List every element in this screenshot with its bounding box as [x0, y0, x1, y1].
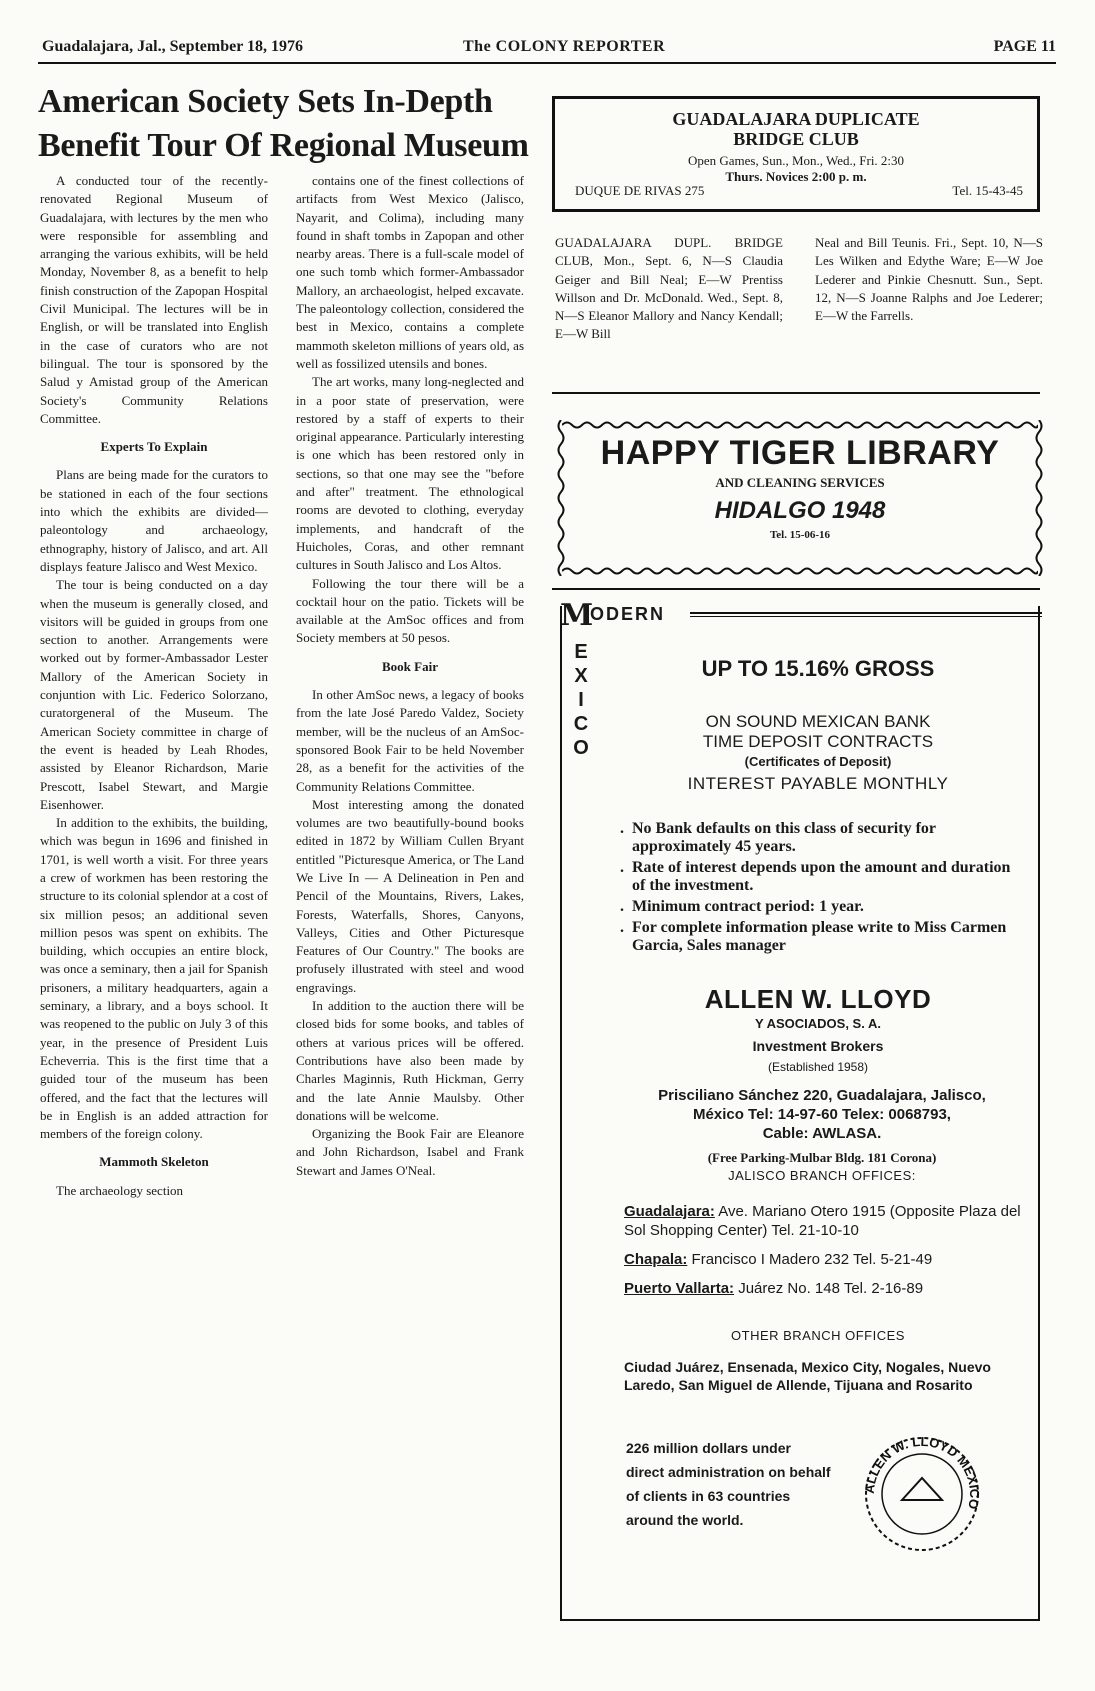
- paragraph: Following the tour there will be a cocktail hour on the patio. Tickets will be available at the AmSoc offices and from Society members at 50 pesos.: [296, 575, 524, 646]
- seal-text: ALLEN W. LLOYD MEXICO: [862, 1434, 982, 1511]
- paragraph: The art works, many long-neglected and in a poor state of preservation, were restored by a staff of experts to their original appearance. Particularly interesting is one which has been restored only in sections, so that one may see the "before and after" treatment. The ethnological rooms are devoted to clothing, everyday implements, and handcraft of the Huicholes, Coras, and other remnant cultures in South Jalisco and Los Altos.: [296, 374, 524, 573]
- clients-text: [626, 1436, 876, 1532]
- address-line-1: Prisciliano Sánchez 220, Guadalajara, Jalisco,: [658, 1087, 986, 1104]
- letter: O: [573, 737, 589, 759]
- branch-detail: Juárez No. 148 Tel. 2-16-89: [738, 1280, 924, 1297]
- modern-word: ODERN: [590, 604, 666, 624]
- branch-detail: Ave. Mariano Otero 1915 (Opposite Plaza del Sol Shopping Center) Tel. 21-10-10: [624, 1203, 1021, 1239]
- bridge-results-left: GUADALAJARA DUPL. BRIDGE CLUB, Mon., Sept. 6, N—S Claudia Geiger and Bill Neal; E—W Prentiss Willson and Dr. McDonald. Wed., Sept. 8, N—S Eleanor Mallory and Nancy Kendall; E—W Bill: [555, 235, 783, 342]
- interest-monthly: INTEREST PAYABLE MONTHLY: [687, 774, 949, 793]
- jalisco-branches-title: JALISCO BRANCH OFFICES:: [728, 1168, 916, 1183]
- svg-text:ALLEN W. LLOYD MEXICO: [862, 1434, 982, 1510]
- paragraph: Most interesting among the donated volumes are two beautifully-bound books edited in 1872 by William Cullen Bryant entitled "Picturesque America, or The Land We Live In — A Delineation in Pen and Pencil of the Mountains, Rivers, Lakes, Forests, Waterfalls, Shores, Canyons, Valleys, Cities and Other Picturesque Features of Our Country." The books are profusely illustrated with steel and wood engravings.: [296, 796, 524, 995]
- happy-tiger-ad: [562, 420, 1038, 576]
- sound-line-2: TIME DEPOSIT CONTRACTS: [702, 732, 934, 751]
- article-column-2: [296, 172, 524, 1180]
- wavy-border-icon: [1034, 420, 1044, 576]
- page-number: PAGE 11: [993, 38, 1056, 55]
- branch-item: [624, 1279, 1024, 1298]
- modern-header: [560, 598, 1040, 633]
- paragraph: In addition to the auction there will be closed bids for some books, and tables of others at various prices will be offered. Contributions have also been made by Charles Maginnis, Ruth Hickman, Gerry and the late Annie Maulsby. Other donations will be welcome.: [296, 998, 524, 1123]
- article-column-1: [40, 172, 268, 1200]
- sound-bank: [598, 712, 1038, 752]
- tiger-ad-title: HAPPY TIGER LIBRARY: [600, 434, 1000, 472]
- paragraph: The archaeology section: [56, 1182, 184, 1198]
- letter: E: [574, 641, 588, 663]
- wavy-border-icon: [562, 420, 1038, 430]
- sound-line-1: ON SOUND MEXICAN BANK: [705, 712, 931, 731]
- tiger-ad-tel: Tel. 15-06-16: [769, 529, 831, 541]
- branch-item: [624, 1202, 1024, 1240]
- company-name: ALLEN W. LLOYD: [704, 984, 932, 1014]
- other-branches: Ciudad Juárez, Ensenada, Mexico City, Nogales, Nuevo Laredo, San Miguel de Allende, Tijuana and Rosarito: [624, 1359, 991, 1393]
- bridge-results-right: Neal and Bill Teunis. Fri., Sept. 10, N—S Les Wilken and Edythe Ware; E—W Joe Lederer and Pinkie Chesnutt. Sun., Sept. 12, N—S Joanne Ralphs and Joe Lederer; E—W the Farrells.: [815, 235, 1043, 324]
- paragraph: contains one of the finest collections of artifacts from West Mexico (Jalisco, Nayarit, and Colima), including many found in shaft tombs in Zapopan and other nearby areas. There is a full-scale model of one such tomb which former-Ambassador Mallory, an archaeologist, helped excavate. The paleontology collection, considered the best in Mexico, contains a complete mammoth skeleton millions of years old, as well as fossilized utensils and bones.: [296, 173, 524, 371]
- subhead: Experts To Explain: [100, 439, 208, 455]
- dateline: Guadalajara, Jal., September 18, 1976: [42, 38, 304, 55]
- letter: I: [578, 689, 584, 711]
- bridge-ad-tel: Tel. 15-43-45: [952, 183, 1023, 198]
- bullet-list: [632, 820, 1012, 958]
- bridge-ad-title: GUADALAJARA DUPLICATE: [672, 109, 920, 129]
- bridge-club-ad: [552, 96, 1040, 212]
- paragraph: In addition to the exhibits, the building, which was begun in 1696 and finished in 1701, is well worth a visit. For three years a crew of workmen has been restoring the structure to its colonial splendor at a cost of six million pesos; an additional seven million pesos was spent on exhibits. The building, which occupies an entire block, was once a seminary, then a jail for Spanish prisoners, a military headquarters, again a seminary, a library, and a boys school. It was reopened to the public on July 3 of this year, in the presence of President Luis Echeverria. This is the first time that a guided tour of the museum has been offered, and the fact that the lectures will be in English is an added attraction for members of the foreign colony.: [40, 815, 268, 1142]
- clients-line: 226 million dollars under: [626, 1440, 791, 1456]
- modern-m-letter: M: [560, 598, 594, 633]
- wavy-border-icon: [562, 566, 1038, 576]
- other-branches-title: OTHER BRANCH OFFICES: [731, 1328, 905, 1343]
- cable: Cable: AWLASA.: [762, 1125, 882, 1142]
- investment-brokers: Investment Brokers: [752, 1038, 884, 1054]
- bridge-ad-games: Open Games, Sun., Mon., Wed., Fri. 2:30: [687, 153, 905, 168]
- branch-item: [624, 1250, 1024, 1269]
- clients-line: around the world.: [626, 1512, 744, 1528]
- company-address: [622, 1086, 1022, 1143]
- paragraph: A conducted tour of the recently-renovated Regional Museum of Guadalajara, with lectures by the men who were responsible for assembling and arranging the various exhibits, will be held Monday, November 8, as a benefit to help finish construction of the Zapopan Hospital Civil Municipal. The lectures will be in English, or will be translated into English in the case of curators who are not bilingual. The tour is sponsored by the Salud y Amistad group of the American Society's Community Relations Committee.: [40, 173, 268, 426]
- letter: C: [573, 713, 589, 735]
- list-item: . Rate of interest depends upon the amount and duration of the investment.: [632, 859, 1012, 895]
- paper-name: The COLONY REPORTER: [463, 38, 666, 55]
- lloyd-seal-icon: [862, 1434, 982, 1554]
- branch-city: Guadalajara:: [624, 1203, 715, 1220]
- list-item: . No Bank defaults on this class of security for approximately 45 years.: [632, 820, 1012, 856]
- paragraph: Organizing the Book Fair are Eleanore and John Richardson, Isabel and Frank Stewart and James O'Neal.: [296, 1126, 524, 1178]
- branch-city: Puerto Vallarta:: [624, 1280, 735, 1297]
- mexico-vertical: [572, 640, 590, 760]
- branch-detail: Francisco I Madero 232 Tel. 5-21-49: [691, 1251, 933, 1268]
- branch-city: Chapala:: [624, 1251, 688, 1268]
- certificates: (Certificates of Deposit): [744, 754, 892, 769]
- gross-rate: UP TO 15.16% GROSS: [701, 656, 935, 681]
- list-item: . For complete information please write to Miss Carmen Garcia, Sales manager: [632, 919, 1012, 955]
- subhead: Book Fair: [382, 658, 438, 674]
- paragraph: In other AmSoc news, a legacy of books from the late José Paredo Valdez, Society member, will be the nucleus of an AmSoc-sponsored Book Fair to be held November 28, as a benefit for the activities of the Community Relations Committee.: [296, 687, 524, 794]
- established: (Established 1958): [767, 1060, 869, 1074]
- company-sub: Y ASOCIADOS, S. A.: [755, 1016, 881, 1031]
- paragraph: The tour is being conducted on a day when the museum is generally closed, and visitors will be guided in groups from one section to another. Arrangements were worked out by former-Ambassador Lester Mallory of the American Society in conjuntion with Lic. Federico Solorzano, curatorgeneral of the Museum. The American Society committee in charge of the event is headed by Leah Rhodes, assisted by Eleanor Richardson, Marie Prescott, Isabel Stewart, and Margie Eisenhower.: [40, 577, 268, 812]
- clients-line: direct administration on behalf: [626, 1464, 831, 1480]
- divider: [552, 588, 1040, 590]
- tiger-ad-address: HIDALGO 1948: [714, 497, 886, 524]
- list-item: . Minimum contract period: 1 year.: [632, 898, 1012, 916]
- subhead: Mammoth Skeleton: [99, 1154, 209, 1170]
- letter: X: [574, 665, 588, 687]
- article-headline: American Society Sets In-Depth Benefit Tour Of Regional Museum: [38, 83, 529, 164]
- masthead: [38, 36, 1056, 64]
- tiger-ad-subtitle: AND CLEANING SERVICES: [715, 475, 885, 490]
- divider: [690, 612, 1042, 617]
- wavy-border-icon: [556, 420, 566, 576]
- clients-line: of clients in 63 countries: [626, 1488, 791, 1504]
- branch-list: [624, 1202, 1024, 1308]
- divider: [552, 392, 1040, 394]
- bridge-ad-address: DUQUE DE RIVAS 275: [575, 183, 705, 198]
- parking: (Free Parking-Mulbar Bldg. 181 Corona): [707, 1150, 937, 1165]
- address-line-2: México Tel: 14-97-60 Telex: 0068793,: [693, 1106, 951, 1123]
- bridge-ad-subtitle: BRIDGE CLUB: [733, 129, 859, 149]
- bridge-ad-novices: Thurs. Novices 2:00 p. m.: [725, 169, 867, 184]
- paragraph: Plans are being made for the curators to be stationed in each of the four sections into which the exhibits are divided—paleontology and archaeology, ethnography, history of Jalisco, and art. All displays feature Jalisco and West Mexico.: [40, 467, 268, 574]
- modern-mexico-ad: [560, 598, 1040, 1621]
